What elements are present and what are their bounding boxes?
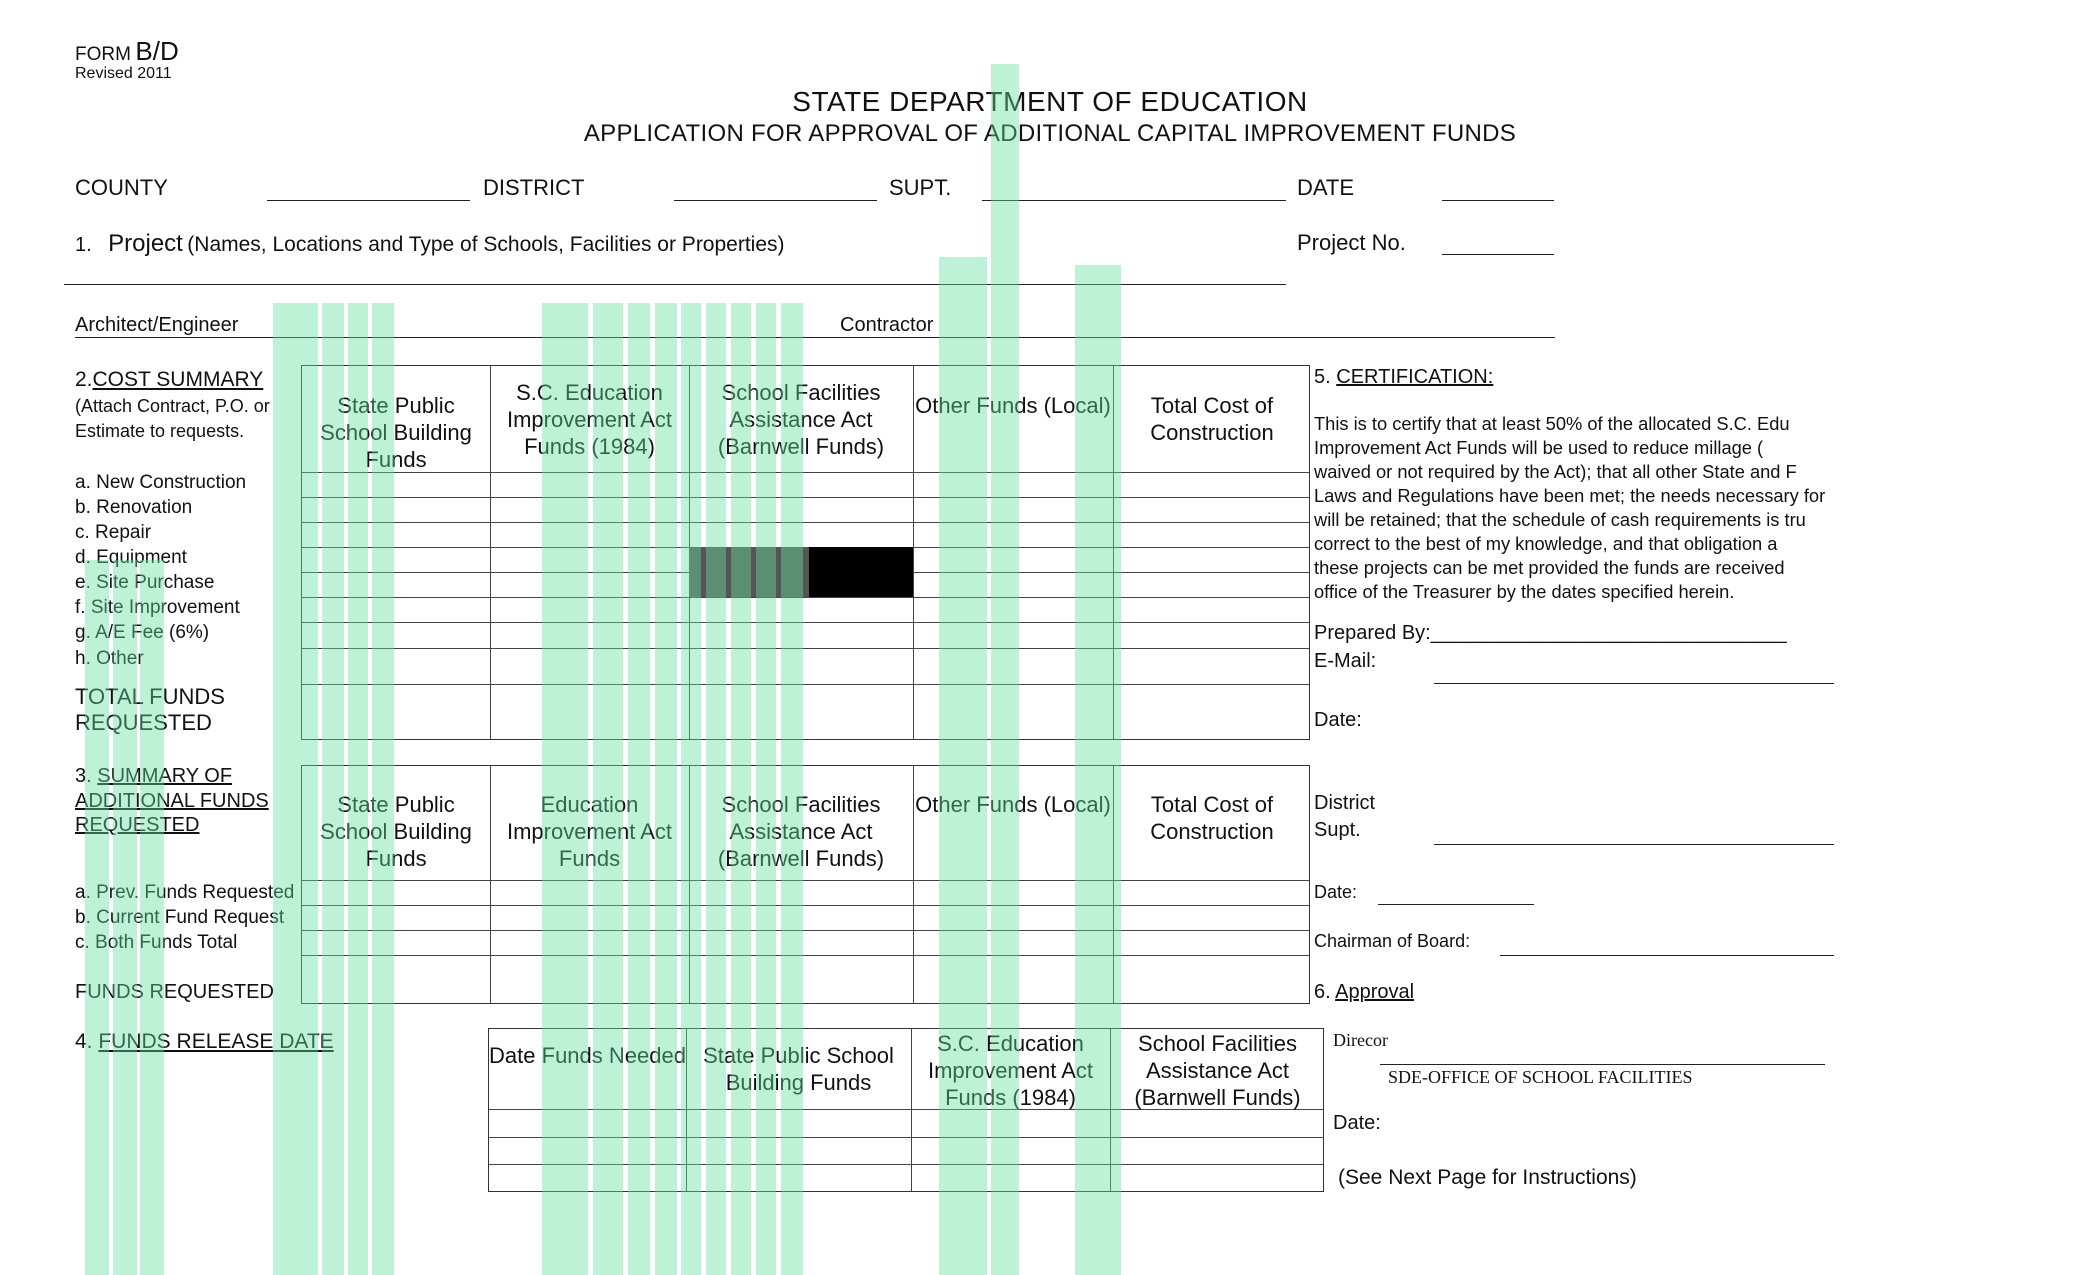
- row-renovation: b. Renovation: [75, 497, 193, 518]
- col-barnwell-funds: School Facilities Assistance Act (Barnwell Funds): [717, 380, 885, 459]
- chairman-field[interactable]: [1500, 955, 1834, 956]
- certification-heading: 5. CERTIFICATION:: [1314, 366, 1494, 388]
- overlay-block: [273, 303, 318, 1275]
- col3-state-public-funds: State Public School Building Funds: [703, 1043, 894, 1095]
- summary-heading-2: ADDITIONAL FUNDS: [75, 790, 269, 812]
- release-date-heading: 4. FUNDS RELEASE DATE: [75, 1030, 334, 1053]
- row-current-funds: b. Current Fund Request: [75, 907, 285, 928]
- district-supt-label-2: Supt.: [1314, 819, 1361, 841]
- overlay-block: [348, 303, 368, 1275]
- additional-funds-table: [301, 765, 1310, 1004]
- row-site-improvement: f. Site Improvement: [75, 597, 240, 618]
- col3-date-needed: Date Funds Needed: [489, 1043, 686, 1068]
- district-supt-field[interactable]: [1434, 844, 1834, 845]
- overlay-block: [681, 303, 701, 1275]
- cost-summary-note-1: (Attach Contract, P.O. or: [75, 396, 270, 416]
- col2-other-funds: Other Funds (Local): [915, 792, 1111, 817]
- row-both-funds: c. Both Funds Total: [75, 932, 238, 953]
- application-title: APPLICATION FOR APPROVAL OF ADDITIONAL CAPITAL IMPROVEMENT FUNDS: [583, 120, 1517, 147]
- county-field[interactable]: [267, 200, 470, 201]
- overlay-block: [85, 560, 109, 1275]
- overlay-block: [372, 303, 394, 1275]
- cert-line-7: these projects can be met provided the funds are received: [1314, 557, 1785, 578]
- row-site-purchase: e. Site Purchase: [75, 572, 215, 593]
- approval-heading: 6. Approval: [1314, 981, 1415, 1003]
- row-equipment: d. Equipment: [75, 547, 187, 568]
- overlay-block: [322, 303, 344, 1275]
- cert-line-5: will be retained; that the schedule of cash requirements is tru: [1314, 509, 1806, 530]
- county-label: COUNTY: [75, 175, 168, 200]
- overlay-block: [628, 303, 650, 1275]
- overlay-block: [756, 303, 776, 1275]
- row-ae-fee: g. A/E Fee (6%): [75, 622, 210, 643]
- cost-summary-note-2: Estimate to requests.: [75, 421, 245, 441]
- col2-eia-funds: Education Improvement Act Funds: [506, 792, 673, 871]
- col-other-funds: Other Funds (Local): [915, 393, 1111, 418]
- district-label: DISTRICT: [483, 175, 585, 200]
- revised-date: Revised 2011: [75, 65, 172, 82]
- col2-barnwell-funds: School Facilities Assistance Act (Barnwell Funds): [717, 792, 885, 871]
- cost-summary-table: [301, 365, 1310, 740]
- cert-line-8: office of the Treasurer by the dates specified herein.: [1314, 581, 1735, 602]
- cert-line-6: correct to the best of my knowledge, and that obligation a: [1314, 533, 1778, 554]
- architect-label: Architect/Engineer: [75, 314, 239, 336]
- email-label: E-Mail:: [1314, 650, 1377, 672]
- row-repair: c. Repair: [75, 522, 152, 543]
- summary-heading-3: REQUESTED: [75, 814, 200, 836]
- contractor-label: Contractor: [840, 314, 934, 336]
- row-prev-funds: a. Prev. Funds Requested: [75, 882, 295, 903]
- col2-state-public-funds: State Public School Building Funds: [320, 792, 472, 871]
- department-title: STATE DEPARTMENT OF EDUCATION: [792, 86, 1308, 117]
- overlay-block: [731, 303, 751, 1275]
- cert-line-2: Improvement Act Funds will be used to reduce millage (: [1314, 437, 1764, 458]
- overlay-block: [542, 303, 588, 1275]
- overlay-block: [706, 303, 726, 1275]
- approval-date-label: Date:: [1333, 1112, 1381, 1134]
- date-label: DATE: [1297, 175, 1355, 200]
- next-page-note: (See Next Page for Instructions): [1338, 1166, 1637, 1189]
- district-field[interactable]: [674, 200, 877, 201]
- funds-requested-label: FUNDS REQUESTED: [75, 981, 274, 1003]
- blocked-cell: [809, 547, 913, 597]
- overlay-block: [593, 303, 623, 1275]
- cert-line-4: Laws and Regulations have been met; the needs necessary for: [1314, 485, 1826, 506]
- cert-line-3: waived or not required by the Act); that all other State and F: [1314, 461, 1797, 482]
- overlay-block: [140, 560, 164, 1275]
- cost-summary-heading: 2.COST SUMMARY: [75, 368, 264, 391]
- form-code: FORM B/D: [75, 36, 179, 66]
- overlay-block: [655, 303, 677, 1275]
- row-other: h. Other: [75, 648, 144, 669]
- col-eia-funds: S.C. Education Improvement Act Funds (1984): [506, 380, 673, 459]
- col3-eia-funds: S.C. Education Improvement Act Funds (1984): [927, 1031, 1094, 1110]
- col-state-public-funds: State Public School Building Funds: [320, 393, 472, 472]
- total-funds-label-2: REQUESTED: [75, 710, 212, 735]
- prepared-by[interactable]: Prepared By:________________________________: [1314, 622, 1787, 644]
- supt-label: SUPT.: [889, 175, 952, 200]
- cert-date-label: Date:: [1314, 709, 1362, 731]
- supt-date-label: Date:: [1314, 882, 1358, 902]
- overlay-block: [991, 64, 1019, 1275]
- col-total-cost: Total Cost of Construction: [1150, 393, 1274, 445]
- office-label: SDE-OFFICE OF SCHOOL FACILITIES: [1388, 1067, 1693, 1087]
- supt-field[interactable]: [982, 200, 1286, 201]
- project-label: 1. Project (Names, Locations and Type of Schools, Facilities or Properties): [75, 230, 785, 257]
- summary-heading-1: 3. SUMMARY OF: [75, 765, 233, 787]
- supt-date-field[interactable]: [1378, 904, 1534, 905]
- row-new-construction: a. New Construction: [75, 472, 247, 493]
- overlay-block: [939, 257, 987, 1275]
- district-supt-label-1: District: [1314, 792, 1376, 814]
- overlay-block: [781, 303, 803, 1275]
- overlay-block: [113, 560, 137, 1275]
- cert-line-1: This is to certify that at least 50% of the allocated S.C. Edu: [1314, 413, 1790, 434]
- col3-barnwell-funds: School Facilities Assistance Act (Barnwell Funds): [1134, 1031, 1301, 1110]
- chairman-label: Chairman of Board:: [1314, 931, 1471, 951]
- director-label: Direcor: [1333, 1030, 1388, 1050]
- col2-total-cost: Total Cost of Construction: [1150, 792, 1274, 844]
- email-field[interactable]: [1434, 683, 1834, 684]
- director-signature-field[interactable]: [1380, 1064, 1825, 1065]
- total-funds-label-1: TOTAL FUNDS: [75, 684, 225, 709]
- project-no-label: Project No.: [1297, 230, 1406, 255]
- overlay-block: [1075, 265, 1121, 1275]
